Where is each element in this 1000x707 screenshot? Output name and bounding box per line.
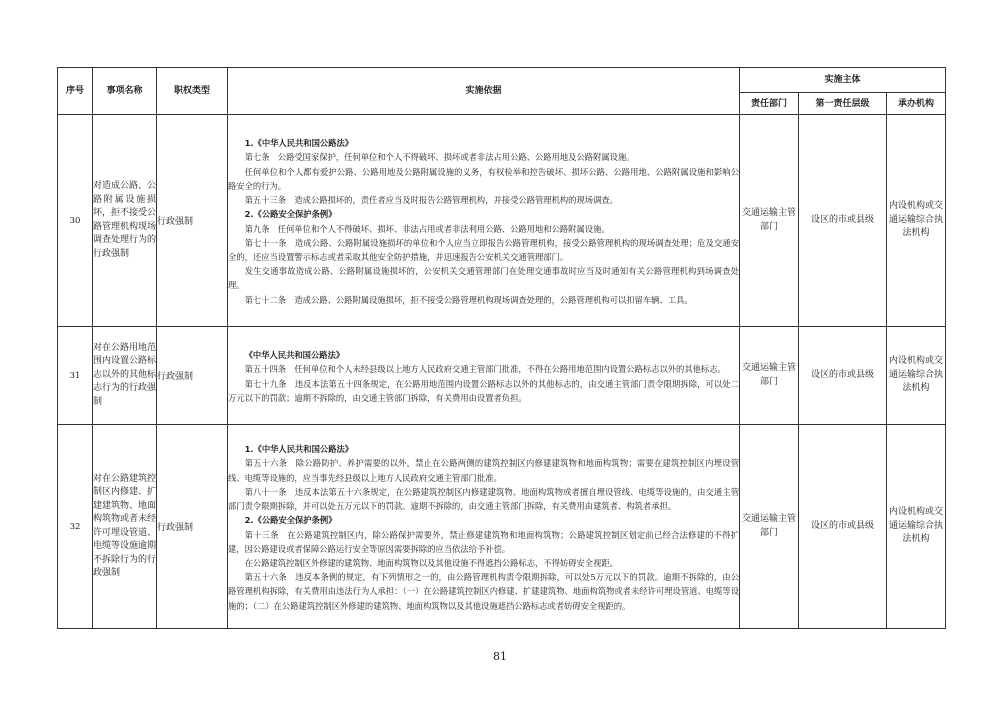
responsible-dept: 交通运输主管部门 <box>740 327 799 425</box>
responsibility-level: 设区的市或县级 <box>799 327 887 425</box>
row-number: 31 <box>58 327 93 425</box>
handling-org: 内设机构或交通运输综合执法机构 <box>887 115 946 327</box>
handling-org: 内设机构或交通运输综合执法机构 <box>887 327 946 425</box>
power-type: 行政强制 <box>157 327 228 425</box>
basis-paragraph: 第五十六条 除公路防护、养护需要的以外，禁止在公路两侧的建筑控制区内修建建筑物和地面构筑物；需要在建筑控制区内埋设管线、电缆等设施的，应当事先经县级以上地方人民政府交通主管部门批准。 <box>228 458 739 483</box>
responsibility-level: 设区的市或县级 <box>799 115 887 327</box>
header-item-name: 事项名称 <box>93 68 157 115</box>
power-type: 行政强制 <box>157 115 228 327</box>
basis-paragraph: 第五十六条 违反本条例的规定，有下列情形之一的，由公路管理机构责令限期拆除，可以处5万元以下的罚款。逾期不拆除的，由公路管理机构拆除，有关费用由违法行为人承担：（一）在公路建筑控制区内修建、扩建建筑物、地面构筑物或者未经许可埋设管道、电缆等设施的；（二）在公路建筑控制区外修建的建筑物、地面构筑物以及其他设施遮挡公路标志或者妨碍安全视距的。 <box>228 572 739 611</box>
power-type: 行政强制 <box>157 425 228 629</box>
page-number: 81 <box>493 650 507 663</box>
basis-paragraph: 第七十一条 造成公路、公路附属设施损坏的单位和个人应当立即报告公路管理机构，接受公路管理机构的现场调查处理；危及交通安全的，还应当设置警示标志或者采取其他安全防护措施，并迅速报告公安机关交通管理部门。 <box>228 237 739 262</box>
basis-paragraph: 第七十九条 违反本法第五十四条规定，在公路用地范围内设置公路标志以外的其他标志的，由交通主管部门责令限期拆除，可以处二万元以下的罚款；逾期不拆除的，由交通主管部门拆除，有关费用由设置者负担。 <box>228 378 739 403</box>
basis-heading: 1.《中华人民共和国公路法》 <box>244 444 354 455</box>
basis-paragraph: 第十三条 在公路建筑控制区内，除公路保护需要外，禁止修建建筑物和地面构筑物；公路建筑控制区划定前已经合法修建的不得扩建，因公路建设或者保障公路运行安全等原因需要拆除的应当依法给予补偿。 <box>228 529 739 554</box>
implementation-basis <box>228 327 740 425</box>
responsible-dept: 交通运输主管部门 <box>740 115 799 327</box>
basis-paragraph: 任何单位和个人都有爱护公路、公路用地及公路附属设施的义务，有权检举和控告破坏、损坏公路、公路用地、公路附属设施和影响公路安全的行为。 <box>228 166 739 191</box>
implementation-basis <box>228 425 740 629</box>
basis-paragraph: 第七条 公路受国家保护，任何单位和个人不得破坏、损坏或者非法占用公路、公路用地及公路附属设施。 <box>244 152 635 163</box>
basis-paragraph: 第七十二条 造成公路、公路附属设施损坏，拒不接受公路管理机构现场调查处理的，公路管理机构可以扣留车辆、工具。 <box>244 294 693 305</box>
implementation-basis <box>228 115 740 327</box>
basis-paragraph: 在公路建筑控制区外修建的建筑物、地面构筑物以及其他设施不得遮挡公路标志，不得妨碍安全视距。 <box>244 557 618 568</box>
item-name: 对在公路建筑控制区内修建、扩建建筑物、地面构筑物或者未经许可埋设管道、电缆等设施逾期不拆除行为的行政强制 <box>93 425 157 629</box>
header-level: 第一责任层级 <box>799 93 887 115</box>
basis-paragraph: 第五十四条 任何单位和个人未经县级以上地方人民政府交通主管部门批准，不得在公路用地范围内设置公路标志以外的其他标志。 <box>244 364 726 375</box>
basis-heading: 《中华人民共和国公路法》 <box>244 350 345 361</box>
header-power-type: 职权类型 <box>157 68 228 115</box>
responsible-dept: 交通运输主管部门 <box>740 425 799 629</box>
header-seq: 序号 <box>58 68 93 115</box>
header-dept: 责任部门 <box>740 93 799 115</box>
handling-org: 内设机构或交通运输综合执法机构 <box>887 425 946 629</box>
table-row <box>58 425 946 629</box>
table-row <box>58 115 946 327</box>
header-org: 承办机构 <box>887 93 946 115</box>
responsibility-level: 设区的市或县级 <box>799 425 887 629</box>
header-subject: 实施主体 <box>740 68 946 93</box>
basis-paragraph: 第九条 任何单位和个人不得破坏、损坏、非法占用或者非法利用公路、公路用地和公路附属设施。 <box>244 223 610 234</box>
basis-heading: 2.《公路安全保护条例》 <box>244 209 337 220</box>
row-number: 32 <box>58 425 93 629</box>
authority-table <box>57 67 946 629</box>
row-number: 30 <box>58 115 93 327</box>
table-row <box>58 327 946 425</box>
item-name: 对在公路用地范围内设置公路标志以外的其他标志行为的行政强制 <box>93 327 157 425</box>
basis-paragraph: 第八十一条 违反本法第五十六条规定，在公路建筑控制区内修建建筑物、地面构筑物或者擅自埋设管线、电缆等设施的，由交通主管部门责令限期拆除，并可以处五万元以下的罚款。逾期不拆除的，由交通主管部门拆除，有关费用由建筑者、构筑者承担。 <box>228 486 739 512</box>
item-name: 对造成公路、公路附属设施损坏，拒不接受公路管理机构现场调查处理行为的行政强制 <box>93 115 157 327</box>
basis-heading: 1.《中华人民共和国公路法》 <box>244 138 354 149</box>
basis-paragraph: 发生交通事故造成公路、公路附属设施损坏的，公安机关交通管理部门在处理交通事故时应当及时通知有关公路管理机构到场调查处理。 <box>228 266 739 291</box>
basis-paragraph: 第五十三条 造成公路损坏的，责任者应当及时报告公路管理机构，并接受公路管理机构的现场调查。 <box>244 195 618 206</box>
basis-heading: 2.《公路安全保护条例》 <box>244 515 337 526</box>
header-basis: 实施依据 <box>228 68 740 115</box>
